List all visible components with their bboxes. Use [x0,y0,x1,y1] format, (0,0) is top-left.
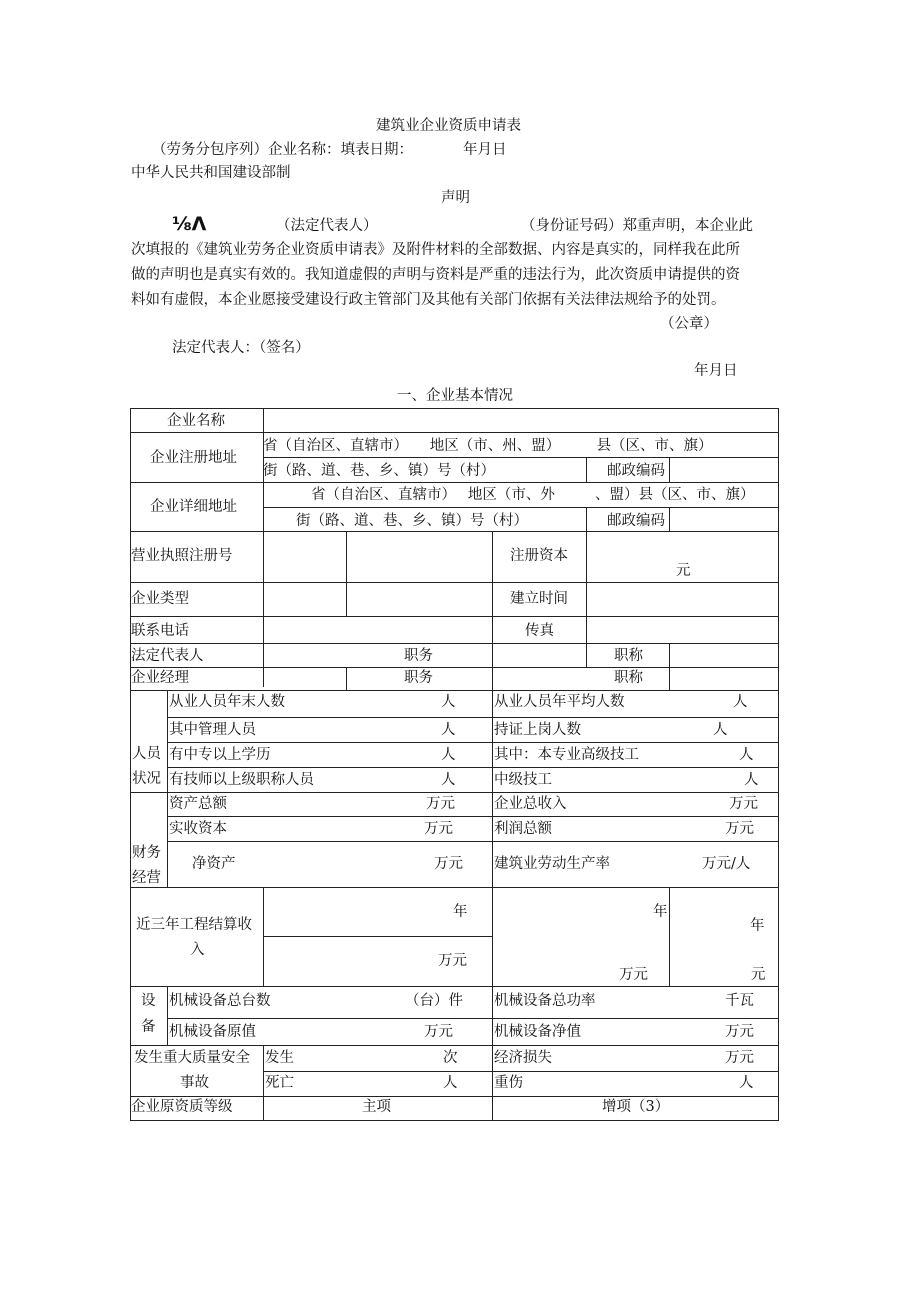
declaration-text: 次填报的《建筑业劳务企业资质申请表》及附件材料的全部数据、内容是真实的，同样我在此所 [131,242,740,258]
equipment-section-label: 设 [141,993,156,1009]
company-name-field[interactable] [263,414,778,431]
amount-unit: 元 [751,967,766,983]
accident-section-label: 发生重大质量安全 [134,1050,250,1066]
signer-label: 法定代表人：（签名） [172,340,310,356]
manager-label: 企业经理 [131,670,189,686]
table-row-unit: 万元 [424,821,453,837]
table-row-label: 死亡 [265,1075,294,1091]
table-row-label: 实收资本 [169,821,227,837]
header-date: 年月日 [463,142,507,158]
license-no-label: 营业执照注册号 [131,548,233,564]
table-row-label: 资产总额 [169,796,227,812]
table-row-unit: 人 [744,772,759,788]
reg-address-line1: 省（自治区、直辖市） 地区（市、州、盟） 县（区、市、旗） [263,438,713,454]
title-label: 职称 [614,670,643,686]
fax-label: 传真 [525,623,554,639]
detail-address-label: 企业详细地址 [150,499,237,515]
table-row-unit: 万元 [725,821,754,837]
company-type-label: 企业类型 [131,591,189,607]
phone-label: 联系电话 [131,623,189,639]
year-label: 年 [750,918,765,934]
table-row-unit: 万元/人 [702,856,751,872]
settlement-label: 近三年工程结算收 [136,917,252,933]
add-item-label: 增项（3） [602,1099,670,1115]
table-row-unit: 万元 [434,856,463,872]
table-row-unit: 人 [739,747,754,763]
position-label: 职务 [404,648,433,664]
table-row-unit: 万元 [725,1024,754,1040]
declaration-text: 料如有虚假，本企业愿接受建设行政主管部门及其他有关部门依据有关法律法规给予的处罚。 [131,292,726,308]
table-row-label: 机械设备总台数 [169,993,271,1009]
table-row-unit: 人 [441,772,456,788]
table-row-label: 从业人员年末人数 [169,694,285,710]
detail-address-line2: 街（路、道、巷、乡、镇）号（村） [296,513,528,529]
table-row-unit: 万元 [424,1024,453,1040]
table-row-label: 发生 [265,1050,294,1066]
legal-rep-field: （法定代表人） [276,218,378,234]
staff-section-label: 人员 [132,746,161,762]
title-label: 职称 [614,648,643,664]
page-title: 建筑业企业资质申请表 [376,118,521,134]
table-row-unit: 人 [443,1075,458,1091]
finance-section-label: 财务 [132,845,161,861]
reg-address-line2: 街（路、道、巷、乡、镇）号（村） [263,463,495,479]
table-row-label: 企业总收入 [494,796,567,812]
table-row-unit: 人 [713,722,728,738]
table-row-unit: 万元 [729,796,758,812]
table-row-label: 中级技工 [494,772,552,788]
table-row-label: 从业人员年平均人数 [494,694,625,710]
orig-level-label: 企业原资质等级 [131,1099,233,1115]
table-row-unit: 次 [443,1050,458,1066]
table-row-label: 持证上岗人数 [494,722,581,738]
table-row-unit: 万元 [725,1050,754,1066]
reg-capital-unit: 元 [676,563,691,579]
table-row-unit: 万元 [426,796,455,812]
table-row-label: 经济损失 [494,1050,552,1066]
seal-label: （公章） [660,316,718,332]
declaration-date: 年月日 [694,363,738,379]
amount-unit: 万元 [619,967,648,983]
declaration-mark: ⅛Λ [172,213,207,235]
table-row-unit: 千瓦 [725,993,754,1009]
equipment-section-label: 备 [141,1019,156,1035]
year-label: 年 [653,904,668,920]
table-row-label: 净资产 [192,856,236,872]
staff-section-label: 状况 [132,771,161,787]
table-row-unit: 人 [739,1075,754,1091]
reg-capital-label: 注册资本 [510,548,568,564]
year-label: 年 [453,904,468,920]
table-row-label: 利润总额 [494,821,552,837]
table-row-label: 机械设备净值 [494,1024,581,1040]
table-row-unit: 人 [441,694,456,710]
company-name-label: 企业名称 [167,413,225,429]
accident-section-label: 事故 [180,1075,209,1091]
legal-rep-label: 法定代表人 [131,648,204,664]
issuer: 中华人民共和国建设部制 [131,165,291,181]
header-line: （劳务分包序列）企业名称：填表日期： [152,142,413,158]
id-number-field: （身份证号码）郑重声明，本企业此 [521,218,753,234]
table-row-label: 有技师以上级职称人员 [169,772,314,788]
table-row-label: 其中：本专业高级技工 [494,747,639,763]
position-label: 职务 [404,670,433,686]
detail-address-line1b: 、盟）县（区、市、旗） [595,487,755,503]
table-row-label: 机械设备原值 [169,1024,256,1040]
settlement-label: 入 [190,942,205,958]
table-row-unit: 人 [733,694,748,710]
postcode-label: 邮政编码 [607,513,665,529]
detail-address-line1: 省（自治区、直辖市） 地区（市、外 [311,487,555,503]
table-row-label: 机械设备总功率 [494,993,596,1009]
table-row-unit: 人 [441,722,456,738]
table-row-unit: 人 [441,747,456,763]
amount-unit: 万元 [438,953,467,969]
table-row-unit: （台）件 [405,993,463,1009]
declaration-heading: 声明 [441,190,470,206]
section-title: 一、企业基本情况 [397,388,513,404]
found-time-label: 建立时间 [510,591,568,607]
declaration-text: 做的声明也是真实有效的。我知道虚假的声明与资料是严重的违法行为，此次资质申请提供的资 [131,267,740,283]
table-row-label: 有中专以上学历 [169,747,271,763]
table-row-label: 重伤 [494,1075,523,1091]
postcode-label: 邮政编码 [607,463,665,479]
table-row-label: 其中管理人员 [169,722,256,738]
finance-section-label: 经营 [132,870,161,886]
table-row-label: 建筑业劳动生产率 [494,856,610,872]
reg-address-label: 企业注册地址 [150,450,237,466]
main-item-label: 主项 [362,1099,391,1115]
